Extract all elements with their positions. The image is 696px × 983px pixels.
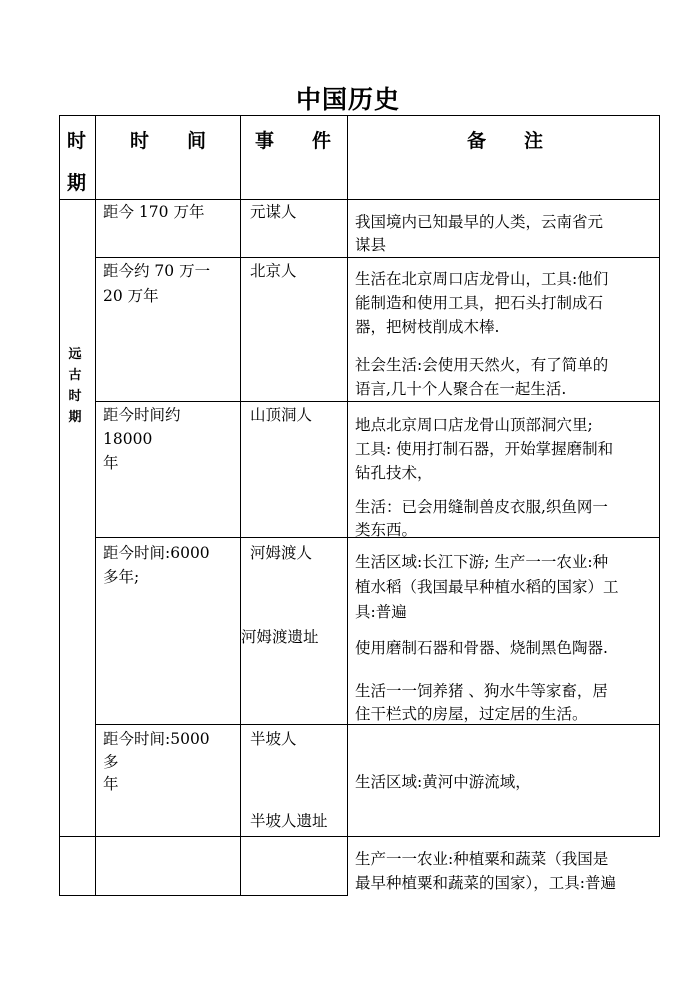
row-5-event-1: 半坡人 [250, 730, 297, 748]
row-2-time-2: 20 万年 [103, 287, 159, 305]
table-left-border [59, 115, 60, 896]
row-3-note-1: 地点北京周口店龙骨山顶部洞穴里; [355, 416, 593, 434]
row-4-note-3: 具:普遍 [355, 603, 407, 621]
row-4-event-1: 河姆渡人 [250, 544, 313, 562]
row-1-note-1: 我国境内已知最早的人类，云南省元 [355, 213, 604, 231]
row-1-time-1: 距今 170 万年 [103, 203, 205, 221]
overflow-note-1: 生产一一农业:种植粟和蔬菜（我国是 [355, 850, 609, 868]
row-2-note-4: 社会生活:会使用天然火，有了简单的 [355, 356, 609, 374]
row-4-note-6: 住干栏式的房屋，过定居的生活。 [355, 705, 588, 723]
table-right-border [659, 115, 660, 837]
row-2-note-2: 能制造和使用工具，把石头打制成石 [355, 294, 604, 312]
col-divider-time [240, 115, 241, 896]
row-5-time-2: 多 [103, 753, 119, 771]
row-3-note-2: 工具: 使用打制石器，开始掌握磨制和 [355, 440, 614, 458]
row-4-note-1: 生活区域:长江下游; 生产一一农业:种 [355, 553, 609, 571]
page-title: 中国历史 [295, 85, 400, 114]
row-4-time-2: 多年; [103, 568, 140, 586]
header-time: 时 间 [130, 130, 207, 152]
header-bottom-border [59, 199, 659, 200]
row-5-time-1: 距今时间:5000 [103, 730, 210, 748]
row-3-note-5: 类东西。 [355, 521, 418, 539]
row-3-time-3: 年 [103, 454, 119, 472]
table-top-border [59, 115, 659, 116]
row-4-note-2: 植水稻（我国最早种植水稻的国家）工 [355, 578, 619, 596]
row-2-event-1: 北京人 [250, 262, 297, 280]
row-2-note-1: 生活在北京周口店龙骨山，工具:他们 [355, 270, 609, 288]
row-3-event-1: 山顶洞人 [250, 406, 313, 424]
row-4-time-1: 距今时间:6000 [103, 544, 210, 562]
period-label: 远古时期 [68, 347, 82, 425]
row-2-note-3: 器，把树枝削成木棒. [355, 318, 500, 336]
row-4-note-5: 生活一一饲养猪 、狗水牛等家畜，居 [355, 682, 608, 700]
row-border-2 [95, 401, 659, 402]
overflow-note-2: 最早种植粟和蔬菜的国家），工具:普遍 [355, 874, 616, 892]
col-divider-period [95, 115, 96, 896]
row-1-note-2: 谋县 [355, 236, 387, 254]
row-2-time-1: 距今约 70 万一 [103, 262, 211, 280]
row-2-note-5: 语言,几十个人聚合在一起生活. [355, 380, 567, 398]
row-3-note-3: 钻孔技术， [355, 464, 433, 482]
header-period-2: 期 [67, 172, 87, 194]
header-notes: 备 注 [467, 130, 544, 152]
row-5-event-2: 半坡人遗址 [250, 812, 328, 830]
header-event: 事 件 [255, 130, 332, 152]
col-divider-event [347, 115, 348, 896]
period-bottom-border [59, 836, 659, 837]
row-3-note-4: 生活：已会用缝制兽皮衣服,织鱼网一 [355, 498, 608, 516]
row-3-time-2: 18000 [103, 430, 153, 448]
row-1-event-1: 元谋人 [250, 203, 297, 221]
row-4-event-2: 河姆渡遗址 [241, 628, 319, 646]
header-period-1: 时 [67, 130, 87, 152]
row-4-note-4: 使用磨制石器和骨器、烧制黑色陶器. [355, 639, 608, 657]
row-border-1 [95, 257, 659, 258]
row-5-note-1: 生活区域:黄河中游流域， [355, 773, 531, 791]
row-5-time-3: 年 [103, 775, 119, 793]
row-3-time-1: 距今时间约 [103, 406, 181, 424]
table-bottom-border [59, 895, 347, 896]
